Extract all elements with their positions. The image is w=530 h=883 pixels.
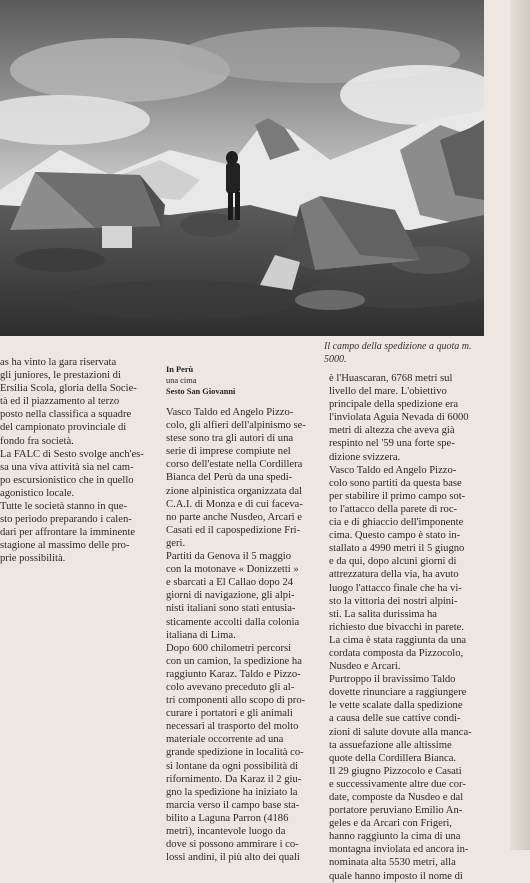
text-line: montagna inviolata ed ancora in- bbox=[329, 844, 469, 856]
text-line: zione alpinistica organizzata dal bbox=[166, 485, 302, 497]
text-line: sa una viva attività sia nel cam- bbox=[0, 461, 134, 473]
text-line: stese sono tra gli autori di una bbox=[166, 433, 294, 445]
text-line: ta assuefazione alle altissime bbox=[329, 739, 452, 751]
text-line: l'inviolata Aguia Nevada di 6000 bbox=[329, 412, 469, 424]
text-line: Vasco Taldo ed Angelo Pizzo- bbox=[329, 464, 457, 476]
text-line: Tutte le società stanno in que- bbox=[0, 501, 128, 513]
text-line: Vasco Taldo ed Angelo Pizzo- bbox=[166, 407, 294, 418]
section-subtitle: una cima bbox=[166, 376, 197, 385]
article-body-col2 bbox=[166, 406, 316, 864]
text-line: Casati ed il capospedizione Fri- bbox=[166, 524, 301, 536]
text-line: fondo fra società. bbox=[0, 435, 74, 447]
text-line: geri. bbox=[166, 537, 186, 549]
text-line: Dopo 600 chilometri percorsi bbox=[166, 642, 292, 654]
text-line: as ha vinto la gara riservata bbox=[0, 357, 117, 368]
text-line: per stabilire il primo campo sot- bbox=[329, 490, 466, 502]
text-line: Bianca del Perù da una spedi- bbox=[166, 472, 293, 484]
text-line: Partiti da Genova il 5 maggio bbox=[166, 551, 292, 563]
text-line: cia e di ghiaccio dell'imponente bbox=[329, 517, 464, 529]
text-column-2 bbox=[166, 364, 316, 864]
mountain-camp-photo bbox=[0, 0, 484, 336]
photo-caption: Il campo della spedizione a quota m. 5000. bbox=[324, 341, 472, 365]
text-line: livello del mare. L'obiettivo bbox=[329, 386, 447, 398]
text-line: respinto nel '59 una forte spe- bbox=[329, 438, 455, 450]
photo-illustration bbox=[0, 0, 484, 336]
text-line: stallato a 4990 metri il 5 giugno bbox=[329, 543, 465, 555]
text-line: è l'Huascaran, 6768 metri sul bbox=[329, 373, 453, 384]
text-line: con la motonave « Donizzetti » bbox=[166, 564, 299, 576]
text-line: giorni di navigazione, gli alpi- bbox=[166, 590, 295, 602]
text-line: lossi andini, il più alto dei quali bbox=[166, 852, 300, 864]
page-edge-shadow bbox=[510, 0, 530, 850]
text-line: necessari al trasporto del molto bbox=[166, 721, 299, 733]
text-line: posto nella classifica a squadre bbox=[0, 409, 132, 421]
text-line: e successivamente altre due cor- bbox=[329, 778, 466, 790]
text-line: raggiunto Karaz. Taldo e Pizzo- bbox=[166, 668, 301, 680]
text-line: quale hanno imposto il nome di bbox=[329, 870, 463, 882]
text-line: cima. Questo campo è stato in- bbox=[329, 530, 461, 542]
text-line: colo avevano preceduto gli al- bbox=[166, 681, 295, 693]
text-line: prie possibilità. bbox=[0, 553, 66, 565]
text-line: tri componenti allo scopo di pro- bbox=[166, 695, 306, 707]
text-line: no parte anche Nusdeo, Arcari e bbox=[166, 511, 302, 523]
text-line: metri), incantevole luogo da bbox=[166, 826, 286, 837]
text-line: La FALC di Sesto svolge anch'es- bbox=[0, 448, 144, 460]
text-line: geles e da Arcari con Frigeri, bbox=[329, 818, 452, 830]
text-line: La cima è stata raggiunta da una bbox=[329, 634, 467, 646]
text-line: stagione al massimo delle pro- bbox=[0, 540, 130, 552]
text-line: nominata alta 5530 metri, alla bbox=[329, 857, 456, 869]
text-line: sto la vittoria dei nostri alpini- bbox=[329, 595, 458, 607]
text-line: tà ed il piazzamento al terzo bbox=[0, 396, 120, 408]
text-line: to l'attacco della parete di roc- bbox=[329, 503, 458, 515]
text-line: sti. La salita durissima ha bbox=[329, 608, 437, 620]
text-line: Ersilia Scola, gloria della Socie- bbox=[0, 383, 137, 395]
text-line: rifornimento. Da Karaz il 2 giu- bbox=[166, 773, 302, 785]
text-line: nisti italiani sono stati entusia- bbox=[166, 603, 296, 615]
text-line: serie di imprese compiute nel bbox=[166, 446, 291, 458]
text-line: le vette scalate dalla spedizione bbox=[329, 700, 463, 712]
text-line: dovette rinunciare a raggiungere bbox=[329, 687, 467, 699]
text-line: dari per affrontare la imminente bbox=[0, 527, 136, 539]
text-line: C.A.I. di Monza e di cui faceva- bbox=[166, 498, 303, 510]
text-line: quote della Cordillera Bianca. bbox=[329, 752, 457, 764]
text-line: con un camion, la spedizione ha bbox=[166, 655, 302, 667]
text-line: sto periodo preparando i calen- bbox=[0, 514, 132, 526]
text-line: curare i portatori e gli animali bbox=[166, 708, 293, 720]
text-line: del campionato provinciale di bbox=[0, 422, 127, 434]
text-line: colo, gli alfieri dell'alpinismo se- bbox=[166, 420, 306, 432]
text-line: corso dell'estate nella Cordillera bbox=[166, 459, 303, 471]
text-line: materiale occorrente ad una bbox=[166, 734, 284, 746]
section-place: Sesto San Giovanni bbox=[166, 387, 236, 396]
text-line: Il 29 giugno Pizzocolo e Casati bbox=[329, 765, 462, 777]
text-line: po escursionistico che in quello bbox=[0, 474, 134, 486]
text-line: bilito a Laguna Parron (4186 bbox=[166, 812, 289, 824]
text-line: richiesto due bivacchi in parete. bbox=[329, 621, 465, 633]
text-line: zioni di salute dovute alla manca- bbox=[329, 726, 472, 738]
text-line: dizione svizzera. bbox=[329, 451, 401, 463]
text-line: e da qui, dopo alcuni giorni di bbox=[329, 556, 457, 568]
text-line: hanno raggiunto la cima di una bbox=[329, 831, 461, 843]
text-line: Purtroppo il bravissimo Taldo bbox=[329, 674, 456, 686]
text-line: italiana di Lima. bbox=[166, 629, 236, 641]
text-line: sticamente accolti dalla colonia bbox=[166, 616, 300, 628]
section-title: In Perù bbox=[166, 365, 194, 374]
text-line: marcia verso il campo base sta- bbox=[166, 799, 300, 811]
text-line: dove si possono ammirare i co- bbox=[166, 839, 299, 851]
text-line: Nusdeo e Arcari. bbox=[329, 661, 401, 673]
text-line: principale della spedizione era bbox=[329, 399, 459, 411]
text-line: luogo l'attacco finale che ha vi- bbox=[329, 582, 462, 594]
text-line: sì lontane da ogni possibilità di bbox=[166, 760, 299, 772]
text-line: metri di altezza che aveva già bbox=[329, 425, 455, 437]
text-line: cordata composta da Pizzocolo, bbox=[329, 647, 464, 659]
text-column-3 bbox=[329, 372, 487, 883]
text-line: agonistico locale. bbox=[0, 487, 75, 499]
text-line: gno la spedizione ha iniziato la bbox=[166, 786, 298, 798]
text-line: a causa delle sue cattive condi- bbox=[329, 713, 461, 725]
text-line: attrezzatura della via, ha avuto bbox=[329, 569, 459, 581]
text-line: e sbarcati a El Callao dopo 24 bbox=[166, 577, 294, 589]
text-line: date, composte da Nusdeo e dal bbox=[329, 792, 464, 803]
text-line: grande spedizione in località co- bbox=[166, 747, 304, 759]
section-heading bbox=[166, 364, 316, 397]
text-line: gli juniores, le prestazioni di bbox=[0, 370, 121, 382]
text-line: colo sono partiti da questa base bbox=[329, 477, 462, 489]
text-line: portatore peruviano Emilio An- bbox=[329, 805, 463, 817]
text-column-1 bbox=[0, 356, 157, 566]
